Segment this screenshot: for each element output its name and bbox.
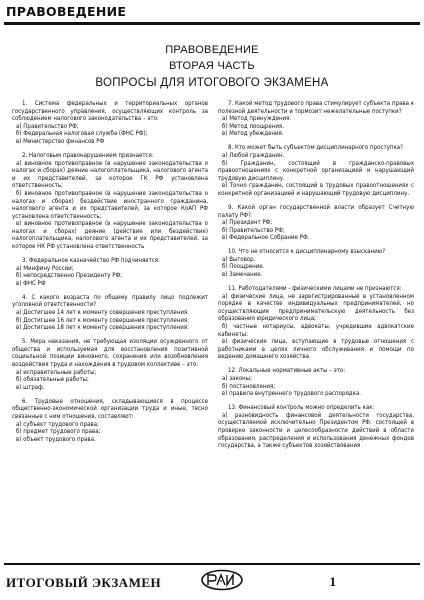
question-text: 10. Что не относится к дисциплинарному взысканию? — [228, 248, 386, 256]
answer-option: в) ФНС РФ — [16, 279, 46, 287]
question-block — [12, 398, 208, 444]
question-text: 13. Финансовый контроль можно определить как: — [228, 404, 375, 412]
answer-option: б) Поощрение. — [222, 263, 265, 271]
answer-option: в) Федеральное Собрание РФ. — [222, 234, 310, 242]
answer-option: б) постановления; — [222, 382, 276, 390]
answer-option: а) Выговор. — [222, 255, 256, 263]
answer-option: в) Замечание. — [222, 271, 263, 279]
answer-option: б) частные нотариусы, адвокаты, учредившие адвокатские кабинеты; — [218, 323, 414, 338]
publisher-logo-icon — [200, 569, 244, 591]
answer-option: а) разновидность финансовой деятельности государства, осуществляемой исключительно Президентом РФ, состоящей в проверке законности и целесообразности действий в области образования, распределения и использования денежных фондов государства, а также субъектов хозяйствования — [218, 411, 414, 450]
answer-option: а) исправительные работы; — [16, 368, 97, 376]
answer-option: а) Любой гражданин. — [222, 151, 285, 159]
answer-option: в) виновное противоправное (в нарушение законодательства о налогах и сборах) деяние (действие или бездействие) налогоплательщика, налогового агента и их представителей, за которое НК РФ установлена ответственность — [12, 220, 208, 251]
top-header — [4, 3, 420, 25]
answer-option: б) Метод поощрения. — [222, 122, 284, 130]
question-text: 12. Локальные нормативные акты – это: — [228, 367, 346, 375]
exam-title: ВОПРОСЫ ДЛЯ ИТОГОВОГО ЭКЗАМЕНА — [95, 77, 329, 89]
answer-option: а) Метод принуждения. — [222, 115, 292, 123]
answer-option: б) Гражданин, состоящий в гражданско-правовых правоотношениях с конкретной организацией и нарушающий трудовую дисциплину. — [218, 159, 414, 182]
section-title: ПРАВОВЕДЕНИЕ — [6, 4, 127, 19]
part-title: ВТОРАЯ ЧАСТЬ — [169, 60, 255, 72]
answer-option: в) Министерство финансов РФ — [16, 137, 105, 145]
answer-option: в) объект трудового права. — [16, 435, 96, 443]
answer-option: в) физические лица, вступающие в трудовые отношения с работниками в целях личного обслуживания и помощи по ведению домашнего хозяйства. — [218, 338, 414, 361]
question-block — [12, 257, 208, 287]
page-number: 1 — [329, 574, 336, 589]
question-block — [218, 144, 414, 197]
answer-option: б) непосредственно Президенту РФ; — [16, 272, 123, 280]
answer-option: в) штраф. — [16, 383, 45, 391]
answer-option: а) физические лица, не зарегистрированные в установленном порядке в качестве индивидуальных предпринимателей, но осуществляющие предпринимательскую деятельность без образования юридического лица; — [218, 292, 414, 323]
question-text: 6. Трудовые отношения, складывающиеся в процессе общественно-экономической организации труда и иные, тесно связанные с ним отношения, составляют: — [12, 397, 208, 420]
answer-option: б) предмет трудового права; — [16, 428, 101, 436]
question-text: 1. Система федеральных и территориальных органов государственного управления, осуществляющих контроль за соблюдением налогового законодательства – это: — [12, 100, 208, 123]
question-text: 11. Работодателями - физическими лицами не признаются: — [228, 285, 402, 293]
question-block — [218, 204, 414, 242]
answer-option: б) Достигшее 16 лет к моменту совершения преступления. — [16, 316, 189, 324]
answer-option: а) Достигшее 14 лет к моменту совершения преступления. — [16, 309, 189, 317]
question-text: 7. Какой метод трудового права стимулирует субъекта права к полезной деятельности и тормозит нежелательные поступки? — [218, 100, 414, 115]
question-block — [218, 285, 414, 361]
answer-option: в) Точно гражданин, состоящий в трудовых правоотношениях с конкретной организацией и нарушающий трудовую дисциплину. — [218, 182, 414, 197]
answer-option: а) виновное противоправное (в нарушение законодательства о налогах и сборах) деяние налогоплательщика, налогового агента и их представителей, за которое ГК РФ установлена ответственность; — [12, 159, 208, 190]
answer-option: а) субъект трудового права; — [16, 420, 99, 428]
answer-option: а) законы; — [222, 374, 252, 382]
answer-option: а) Правительство РФ; — [16, 122, 79, 130]
answer-option: б) Правительство РФ; — [222, 226, 285, 234]
answer-option: в) правила внутреннего трудового распорядка. — [222, 390, 361, 398]
question-text: 3. Федеральное казначейство РФ подчиняется: — [22, 257, 161, 265]
question-text: 5. Мера наказания, не требующая изоляции осужденного от общества и используемая для восстановления позитивной социальной позиции виновного, сохранения или возобновления воздействия труда и нахождения в трудовом коллективе – это: — [12, 338, 208, 368]
question-block — [12, 152, 208, 251]
answer-option: б) виновное противоправное (в нарушение законодательства о налогах и сборах) бездействие иностранного гражданина, налогового агента и их представителей, за которое КоАП РФ установлена ответственность; — [12, 189, 208, 220]
subject-title: ПРАВОВЕДЕНИЕ — [165, 44, 259, 56]
answer-option: в) Достигшее 18 лет к моменту совершения преступления. — [16, 324, 189, 332]
question-block — [12, 100, 208, 146]
answer-option: б) обязательные работы; — [16, 376, 89, 384]
question-block — [218, 367, 414, 397]
question-block — [12, 294, 208, 332]
question-block — [218, 248, 414, 278]
question-text: 4. С какого возраста по общему правилу лицо подлежит уголовной ответственности? — [12, 293, 208, 309]
footer-title: ИТОГОВЫЙ ЭКЗАМЕН — [6, 575, 162, 590]
answer-option: б) Федеральная налоговая служба (ФНС РФ); — [16, 130, 148, 138]
answer-option: а) Минфину России; — [16, 264, 74, 272]
question-text: 9. Какой орган государственной власти образует Счетную палату РФ? — [218, 203, 414, 219]
question-block — [12, 338, 208, 391]
question-text: 8. Кто может быть субъектом дисциплинарного проступка? — [228, 144, 404, 152]
right-column — [218, 100, 414, 552]
answer-option: а) Президент РФ; — [222, 219, 273, 227]
question-block — [218, 100, 414, 138]
left-column — [12, 100, 208, 552]
question-text: 2. Налоговым правонарушением признается: — [22, 151, 154, 159]
question-block — [218, 404, 414, 450]
footer — [4, 563, 420, 593]
answer-option: в) Метод убеждения. — [222, 130, 284, 138]
